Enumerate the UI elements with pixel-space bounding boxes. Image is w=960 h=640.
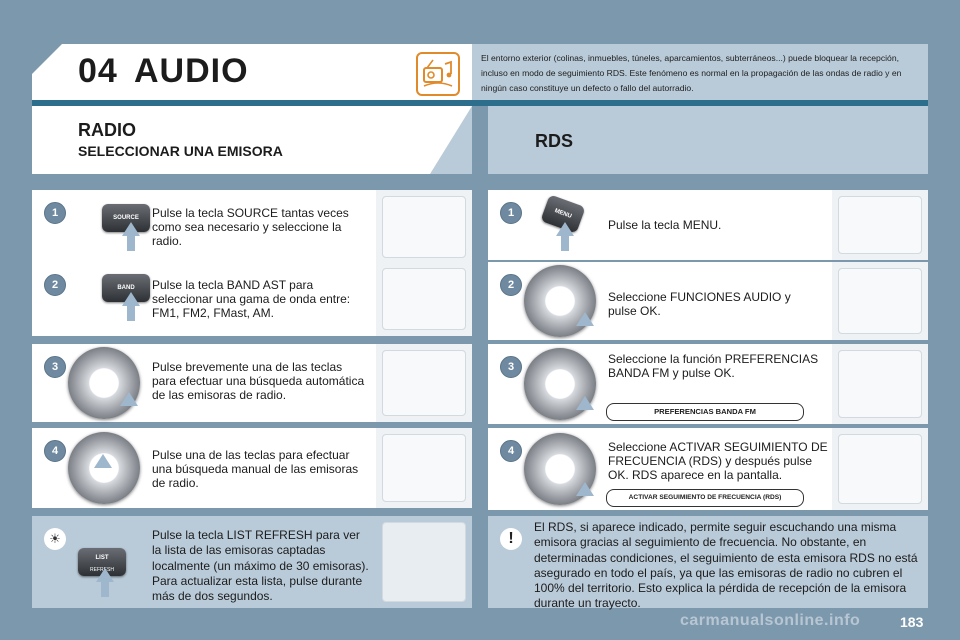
rds-step-1 <box>488 190 928 260</box>
radio-unit-illustration <box>382 522 466 602</box>
chapter-number: 04 <box>78 52 118 90</box>
step-number-badge: 3 <box>500 356 522 378</box>
reception-note: El entorno exterior (colinas, inmuebles, túneles, aparcamientos, subterráneos...) puede bloquear la recepción, incluso en modo de seguimiento RDS. Este fenómeno es normal en la propagación de las ondas de radio y en ningún caso constituye un defecto o fallo del autorradio. <box>481 53 902 93</box>
radio-unit-illustration <box>838 196 922 254</box>
radio-unit-diagram <box>832 262 928 340</box>
preferencias-banda-fm-label: PREFERENCIAS BANDA FM <box>606 403 804 421</box>
step-number-badge: 2 <box>44 274 66 296</box>
step-number-badge: 1 <box>500 202 522 224</box>
step-number-badge: 3 <box>44 356 66 378</box>
radio-step-4 <box>32 428 472 508</box>
radio-title: RADIO <box>78 120 136 140</box>
radio-unit-diagram <box>832 344 928 424</box>
step-text: Pulse la tecla BAND AST para seleccionar una gama de onda entre: FM1, FM2, FMast, AM. <box>152 278 351 320</box>
radio-step-1 <box>32 190 472 264</box>
step-text: Pulse brevemente una de las teclas para efectuar una búsqueda automática de las emisoras de radio. <box>152 360 365 402</box>
navigation-dial-icon <box>524 265 596 337</box>
step-number-badge: 4 <box>44 440 66 462</box>
page-number: 183 <box>900 614 924 630</box>
tip-text: Pulse la tecla LIST REFRESH para ver la lista de las emisoras captadas localmente (un máximo de 30 emisoras). Para actualizar esta lista, pulse durante más de dos segundos. <box>152 528 369 604</box>
press-arrow-stem <box>101 581 109 597</box>
rds-step-2 <box>488 262 928 340</box>
press-arrow-icon <box>576 312 594 326</box>
step-text: Pulse la tecla MENU. <box>608 218 722 232</box>
radio-unit-diagram <box>376 516 472 608</box>
press-arrow-stem <box>127 305 135 321</box>
radio-unit-illustration <box>382 350 466 416</box>
radio-unit-illustration <box>382 434 466 502</box>
rds-step-3 <box>488 344 928 424</box>
warning-text: El RDS, si aparece indicado, permite seguir escuchando una misma emisora gracias al seguimiento de frecuencia. No obstante, en determinadas condiciones, el seguimiento de esta emisora RDS no está asegurado en todo el país, ya que las emisoras de radio no cubren el 100% del territorio. Esto explica la pérdida de recepción de la emisora durante un trayecto. <box>534 520 918 611</box>
step-number-badge: 4 <box>500 440 522 462</box>
radio-unit-illustration <box>382 196 466 258</box>
press-arrow-icon <box>120 392 138 406</box>
radio-step-3 <box>32 344 472 422</box>
press-arrow-icon <box>94 454 112 468</box>
rds-step-4 <box>488 428 928 510</box>
navigation-dial-icon <box>68 432 140 504</box>
radio-unit-illustration <box>838 434 922 504</box>
radio-unit-diagram <box>832 428 928 510</box>
band-key-icon: BAND <box>102 274 150 302</box>
list-key-label: LIST <box>95 555 109 561</box>
list-refresh-tip <box>32 516 472 608</box>
activar-seguimiento-label: ACTIVAR SEGUIMIENTO DE FRECUENCIA (RDS) <box>606 489 804 507</box>
press-arrow-icon <box>122 292 140 306</box>
step-text: Pulse la tecla SOURCE tantas veces como sea necesario y seleccione la radio. <box>152 206 349 248</box>
radio-unit-illustration <box>838 350 922 418</box>
audio-icon <box>416 52 460 96</box>
press-arrow-icon <box>576 482 594 496</box>
step-number-badge: 1 <box>44 202 66 224</box>
radio-subtitle: SELECCIONAR UNA EMISORA <box>78 143 283 159</box>
press-arrow-icon <box>576 396 594 410</box>
chapter-title: AUDIO <box>134 52 249 90</box>
step-text: Seleccione FUNCIONES AUDIO y pulse OK. <box>608 290 791 318</box>
step-text: Seleccione la función PREFERENCIAS BANDA FM y pulse OK. <box>608 352 819 380</box>
radio-step-2 <box>32 262 472 336</box>
rds-warning-box <box>488 516 928 611</box>
radio-unit-illustration <box>838 268 922 334</box>
radio-unit-diagram <box>376 262 472 336</box>
navigation-dial-icon <box>68 347 140 419</box>
radio-unit-diagram <box>376 190 472 264</box>
menu-key-icon: MENU <box>540 194 585 233</box>
step-text: Pulse una de las teclas para efectuar una búsqueda manual de las emisoras de radio. <box>152 448 359 490</box>
radio-unit-diagram <box>376 428 472 508</box>
rds-title: RDS <box>535 131 574 151</box>
watermark: carmanualsonline.info <box>680 612 861 629</box>
press-arrow-icon <box>96 568 114 582</box>
refresh-key-label: REFRESH <box>90 567 114 573</box>
radio-unit-illustration <box>382 268 466 330</box>
source-key-icon: SOURCE <box>102 204 150 232</box>
radio-unit-diagram <box>832 190 928 260</box>
press-arrow-icon <box>122 222 140 236</box>
step-number-badge: 2 <box>500 274 522 296</box>
lightbulb-icon: ☀ <box>44 528 66 550</box>
press-arrow-icon <box>556 222 574 236</box>
radio-unit-diagram <box>376 344 472 422</box>
press-arrow-stem <box>127 235 135 251</box>
press-arrow-stem <box>561 235 569 251</box>
step-text: Seleccione ACTIVAR SEGUIMIENTO DE FRECUENCIA (RDS) y después pulse OK. RDS aparece en la pantalla. <box>608 440 828 482</box>
exclamation-icon: ! <box>500 528 522 550</box>
